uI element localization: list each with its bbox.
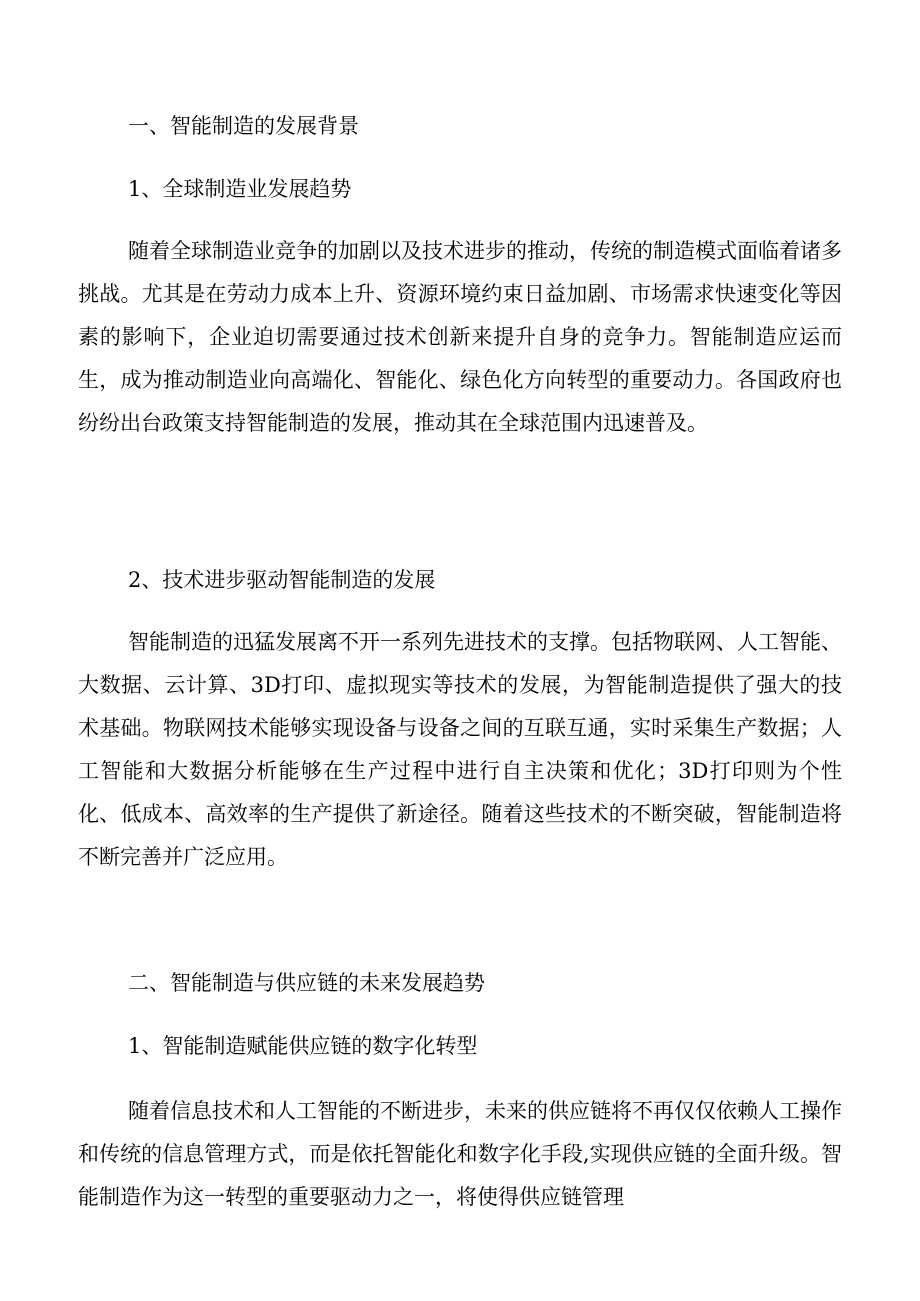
paragraph-1-2: 智能制造的迅猛发展离不开一系列先进技术的支撑。包括物联网、人工智能、大数据、云计算、3D打印、虚拟现实等技术的发展，为智能制造提供了强大的技术基础。物联网技术能够实现设备与设备之间的互联互通，实时采集生产数据；人工智能和大数据分析能够在生产过程中进行自主决策和优化；3D打印则为个性化、低成本、高效率的生产提供了新途径。随着这些技术的不断突破，智能制造将不断完善并广泛应用。 [78, 630, 842, 869]
subsection-heading-2-1: 1、智能制造赋能供应链的数字化转型 [128, 1034, 478, 1058]
section-heading-1: 一、智能制造的发展背景 [128, 114, 359, 138]
paragraph-2-1: 随着信息技术和人工智能的不断进步，未来的供应链将不再仅仅依赖人工操作和传统的信息管理方式，而是依托智能化和数字化手段,实现供应链的全面升级。智能制造作为这一转型的重要驱动力之一，将使得供应链管理 [78, 1099, 842, 1209]
section-heading-2: 二、智能制造与供应链的未来发展趋势 [128, 971, 485, 995]
subsection-heading-1-2: 2、技术进步驱动智能制造的发展 [128, 568, 436, 592]
subsection-heading-1-1: 1、全球制造业发展趋势 [128, 177, 352, 201]
paragraph-1-1: 随着全球制造业竞争的加剧以及技术进步的推动，传统的制造模式面临着诸多挑战。尤其是在劳动力成本上升、资源环境约束日益加剧、市场需求快速变化等因素的影响下，企业迫切需要通过技术创新来提升自身的竞争力。智能制造应运而生，成为推动制造业向高端化、智能化、绿色化方向转型的重要动力。各国政府也纷纷出台政策支持智能制造的发展，推动其在全球范围内迅速普及。 [78, 239, 842, 435]
